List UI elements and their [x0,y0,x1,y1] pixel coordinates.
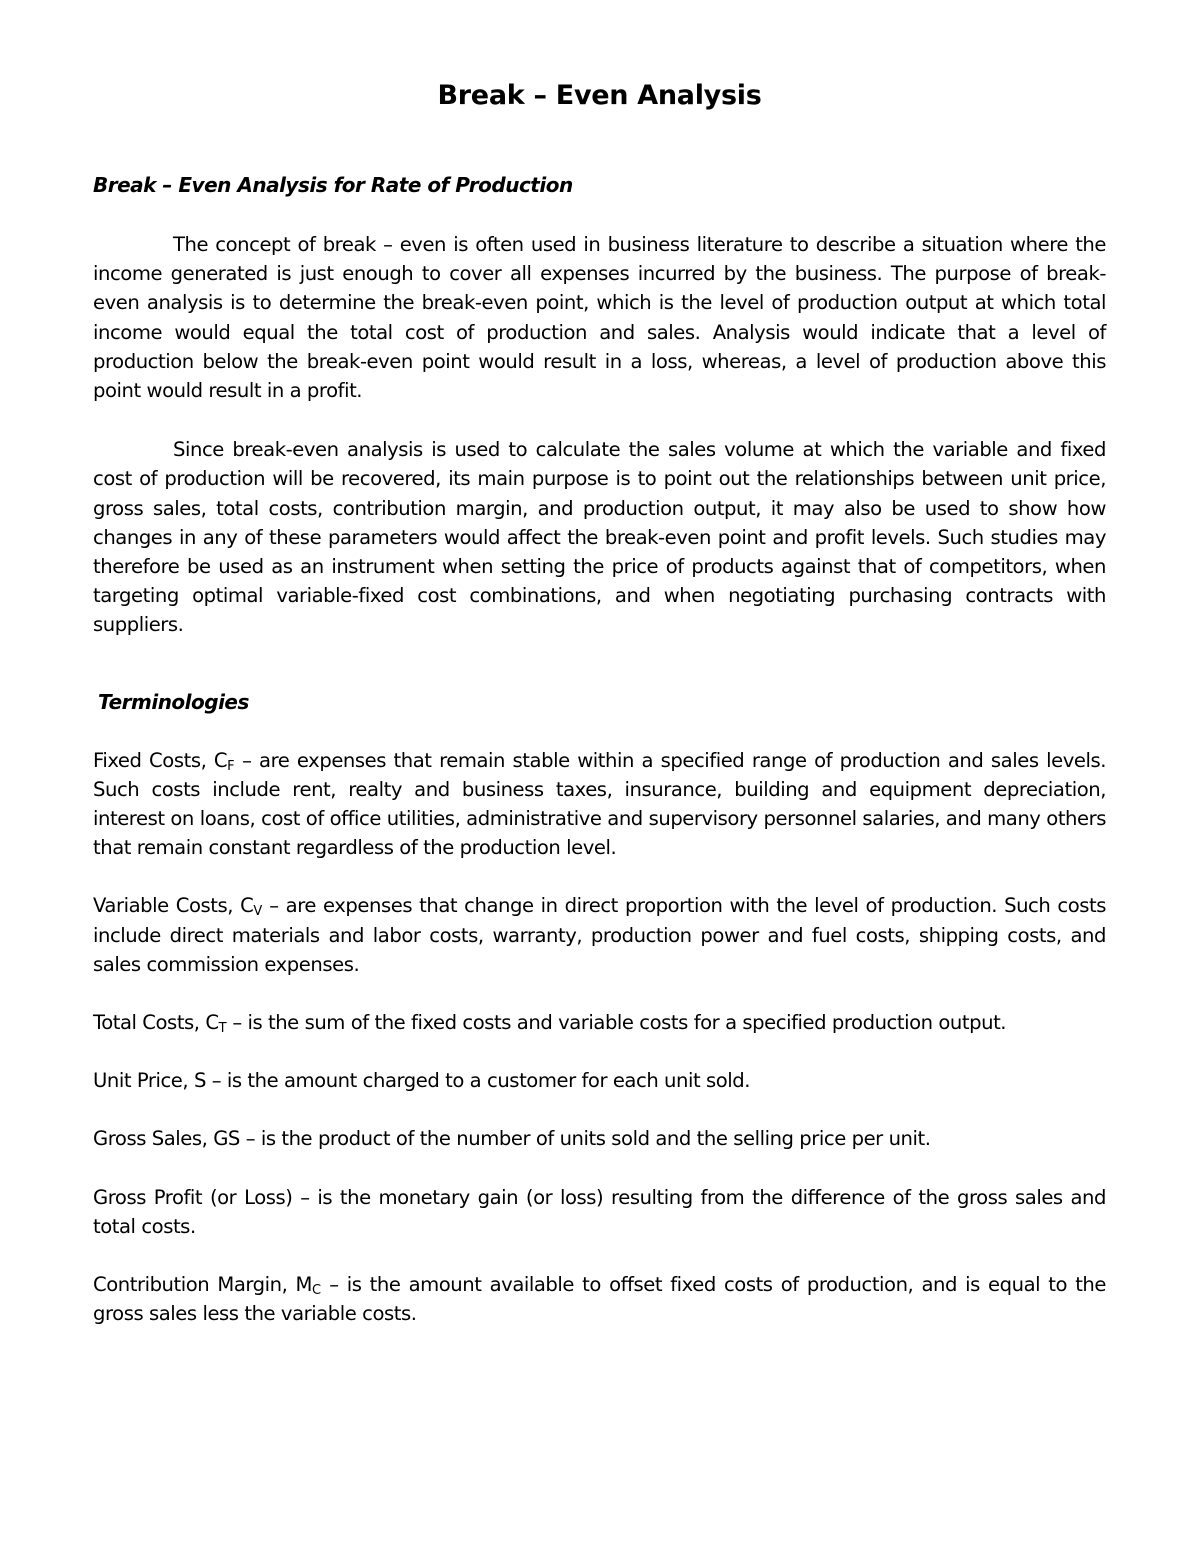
term-definition: – is the monetary gain (or loss) resulting from the difference of the gross sales and total costs. [93,1185,1106,1238]
section-heading: Break – Even Analysis for Rate of Production [93,173,573,197]
term-definition: – are expenses that change in direct proportion with the level of production. Such costs include direct materials and labor costs, warranty, production power and fuel costs, shipping costs, and sales commission expenses. [93,894,1106,976]
term-name: Contribution Margin, M [93,1273,313,1297]
term-contribution-margin [93,1270,1106,1328]
term-name: Fixed Costs, C [93,748,228,772]
document-page [93,78,1106,1328]
terminologies-heading: Terminologies [98,689,249,714]
paragraph-break-even-concept: The concept of break – even is often used in business literature to describe a situation where the income generated is just enough to cover all expenses incurred by the business. The purpose of break-even analysis is to determine the break-even point, which is the level of production output at which total income would equal the total cost of production and sales. Analysis would indicate that a level of production below the break-even point would result in a loss, whereas, a level of production above this point would result in a profit. [93,233,1106,403]
term-gross-sales [93,1124,1106,1153]
term-definition: – is the amount available to offset fixed costs of production, and is equal to the gross sales less the variable costs. [93,1273,1107,1326]
term-variable-costs [93,891,1106,979]
term-definition: – is the amount charged to a customer for each unit sold. [205,1069,751,1093]
term-subscript: V [253,904,263,920]
term-subscript: F [227,758,235,774]
page-title: Break – Even Analysis [437,80,762,111]
term-subscript: T [218,1021,227,1037]
term-name: Gross Sales, GS [93,1127,240,1151]
term-definition: – are expenses that remain stable within a specified range of production and sales levels. Such costs include rent, realty and business taxes, insurance, building and equipment depreciation, interest on loans, cost of office utilities, administrative and supervisory personnel salaries, and many others that remain constant regardless of the production level. [93,748,1107,860]
term-total-costs [93,1008,1106,1037]
term-definition: – is the product of the number of units sold and the selling price per unit. [239,1127,931,1151]
paragraph-break-even-purpose: Since break-even analysis is used to calculate the sales volume at which the variable and fixed cost of production will be recovered, its main purpose is to point out the relationships between unit price, gross sales, total costs, contribution margin, and production output, it may also be used to show how changes in any of these parameters would affect the break-even point and profit levels. Such studies may therefore be used as an instrument when setting the price of products against that of competitors, when targeting optimal variable-fixed cost combinations, and when negotiating purchasing contracts with suppliers. [93,438,1106,637]
term-fixed-costs [93,746,1106,863]
term-name: Gross Profit (or Loss) [93,1185,293,1209]
term-definition: – is the sum of the fixed costs and variable costs for a specified production output. [226,1011,1007,1035]
term-name: Unit Price, S [93,1069,206,1093]
term-name: Total Costs, C [93,1011,219,1035]
term-name: Variable Costs, C [93,894,254,918]
term-unit-price [93,1066,1106,1095]
term-gross-profit [93,1183,1106,1241]
term-subscript: C [312,1283,322,1299]
